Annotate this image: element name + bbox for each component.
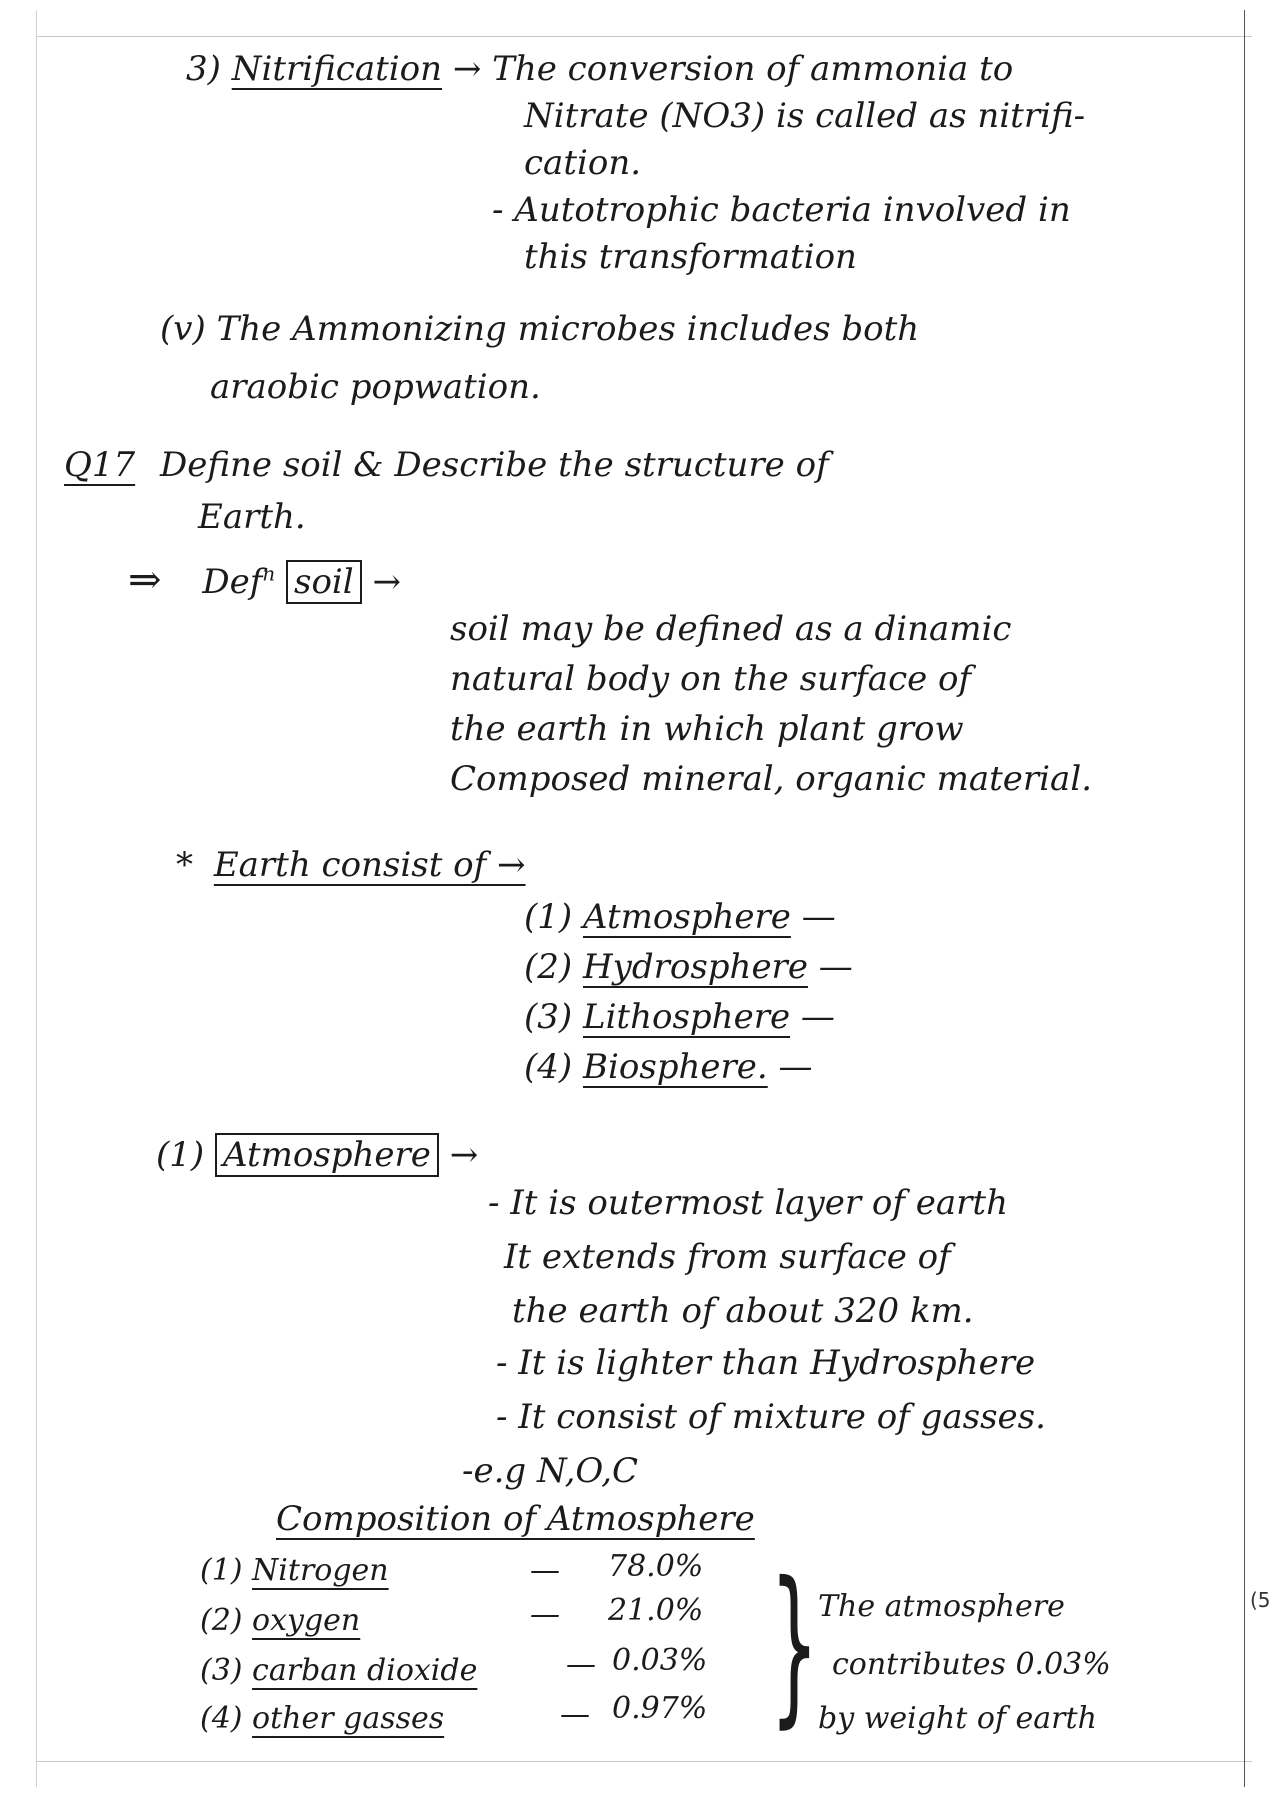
earth-layer-name: Atmosphere xyxy=(582,897,791,937)
point-v-line-2: araobic popwation. xyxy=(210,367,541,407)
earth-layers-heading xyxy=(176,845,526,885)
composition-note-line-1: The atmosphere xyxy=(818,1589,1065,1624)
right-margin-line xyxy=(1244,10,1245,1787)
composition-gas: Nitrogen xyxy=(252,1553,389,1588)
earth-layers-heading-text: Earth consist of → xyxy=(213,845,526,885)
point-v-text-1: The Ammonizing microbes includes both xyxy=(216,309,920,349)
nitrification-line-1: The conversion of ammonia to xyxy=(492,49,1014,89)
atmosphere-line-6: -e.g N,O,C xyxy=(462,1451,639,1491)
double-arrow-icon: ⇒ xyxy=(128,557,162,603)
earth-layer-dash: — xyxy=(801,897,836,937)
question-label: Q17 xyxy=(64,445,136,485)
definition-superscript: n xyxy=(262,561,276,586)
definition-arrow: → xyxy=(372,562,401,602)
atmosphere-arrow: → xyxy=(449,1135,479,1175)
earth-layer-item xyxy=(524,1047,813,1087)
definition-line-4: Composed mineral, organic material. xyxy=(450,759,1092,799)
atmosphere-line-5: - It consist of mixture of gasses. xyxy=(496,1397,1046,1437)
atmosphere-boxed-title: Atmosphere xyxy=(215,1133,439,1177)
atmosphere-line-3: the earth of about 320 km. xyxy=(512,1291,974,1331)
earth-layer-dash: — xyxy=(778,1047,813,1087)
earth-layer-item xyxy=(524,947,853,987)
nitrification-term: Nitrification xyxy=(231,49,443,89)
composition-num: (4) xyxy=(200,1701,243,1736)
bottom-margin-line xyxy=(36,1761,1252,1762)
nitrification-line-3: cation. xyxy=(524,143,642,183)
atmosphere-line-2: It extends from surface of xyxy=(504,1237,951,1277)
composition-value: 21.0% xyxy=(608,1593,704,1628)
composition-note-line-3: by weight of earth xyxy=(818,1701,1097,1736)
composition-row xyxy=(200,1553,389,1588)
nitrification-heading xyxy=(186,49,1014,89)
composition-dash: — xyxy=(530,1553,560,1588)
composition-row xyxy=(200,1603,361,1638)
definition-boxed-term: soil xyxy=(286,560,362,604)
composition-num: (2) xyxy=(200,1603,243,1638)
composition-dash: — xyxy=(560,1697,590,1732)
nitrification-line-2: Nitrate (NO3) is called as nitrifi- xyxy=(524,96,1086,136)
earth-layer-name: Biosphere. xyxy=(582,1047,768,1087)
composition-row xyxy=(200,1653,478,1688)
earth-layer-item xyxy=(524,897,836,937)
composition-dash: — xyxy=(566,1647,596,1682)
question-line-2: Earth. xyxy=(198,497,306,537)
composition-value: 0.03% xyxy=(612,1643,708,1678)
definition-prefix: Def xyxy=(202,562,263,602)
earth-layer-num: (3) xyxy=(524,997,573,1037)
earth-layer-name: Lithosphere xyxy=(582,997,791,1037)
earth-layer-num: (2) xyxy=(524,947,573,987)
earth-layer-num: (1) xyxy=(524,897,573,937)
question-line-1 xyxy=(64,445,829,485)
atmosphere-heading xyxy=(156,1135,479,1175)
point-v-marker: (v) xyxy=(160,309,206,349)
composition-brace: } xyxy=(770,1546,819,1744)
earth-layer-dash: — xyxy=(800,997,835,1037)
atmosphere-line-1: - It is outermost layer of earth xyxy=(488,1183,1008,1223)
left-margin-line xyxy=(36,10,37,1787)
earth-layer-name: Hydrosphere xyxy=(582,947,808,987)
nitrification-line-4: - Autotrophic bacteria involved in xyxy=(492,190,1071,230)
nitrification-number: 3) xyxy=(186,49,221,89)
top-margin-line xyxy=(36,36,1252,37)
atmosphere-number: (1) xyxy=(156,1135,205,1175)
definition-heading xyxy=(128,557,401,603)
definition-line-3: the earth in which plant grow xyxy=(450,709,964,749)
earth-layers-bullet: * xyxy=(176,845,193,885)
point-v-line-1 xyxy=(160,309,920,349)
definition-line-1: soil may be defined as a dinamic xyxy=(450,609,1012,649)
composition-dash: — xyxy=(530,1597,560,1632)
page-number: (5 xyxy=(1250,1588,1271,1612)
composition-note-line-2: contributes 0.03% xyxy=(832,1647,1111,1682)
composition-row xyxy=(200,1701,445,1736)
composition-gas: other gasses xyxy=(252,1701,445,1736)
composition-heading: Composition of Atmosphere xyxy=(276,1499,755,1539)
earth-layer-item xyxy=(524,997,835,1037)
definition-line-2: natural body on the surface of xyxy=(450,659,972,699)
composition-value: 0.97% xyxy=(612,1691,708,1726)
composition-gas: carban dioxide xyxy=(252,1653,478,1688)
question-text-1: Define soil & Describe the structure of xyxy=(159,445,829,485)
atmosphere-line-4: - It is lighter than Hydrosphere xyxy=(496,1343,1036,1383)
composition-num: (3) xyxy=(200,1653,243,1688)
composition-num: (1) xyxy=(200,1553,243,1588)
earth-layer-num: (4) xyxy=(524,1047,573,1087)
nitrification-arrow: → xyxy=(452,49,482,89)
earth-layer-dash: — xyxy=(818,947,853,987)
composition-gas: oxygen xyxy=(252,1603,361,1638)
nitrification-line-5: this transformation xyxy=(524,237,857,277)
composition-value: 78.0% xyxy=(608,1549,704,1584)
